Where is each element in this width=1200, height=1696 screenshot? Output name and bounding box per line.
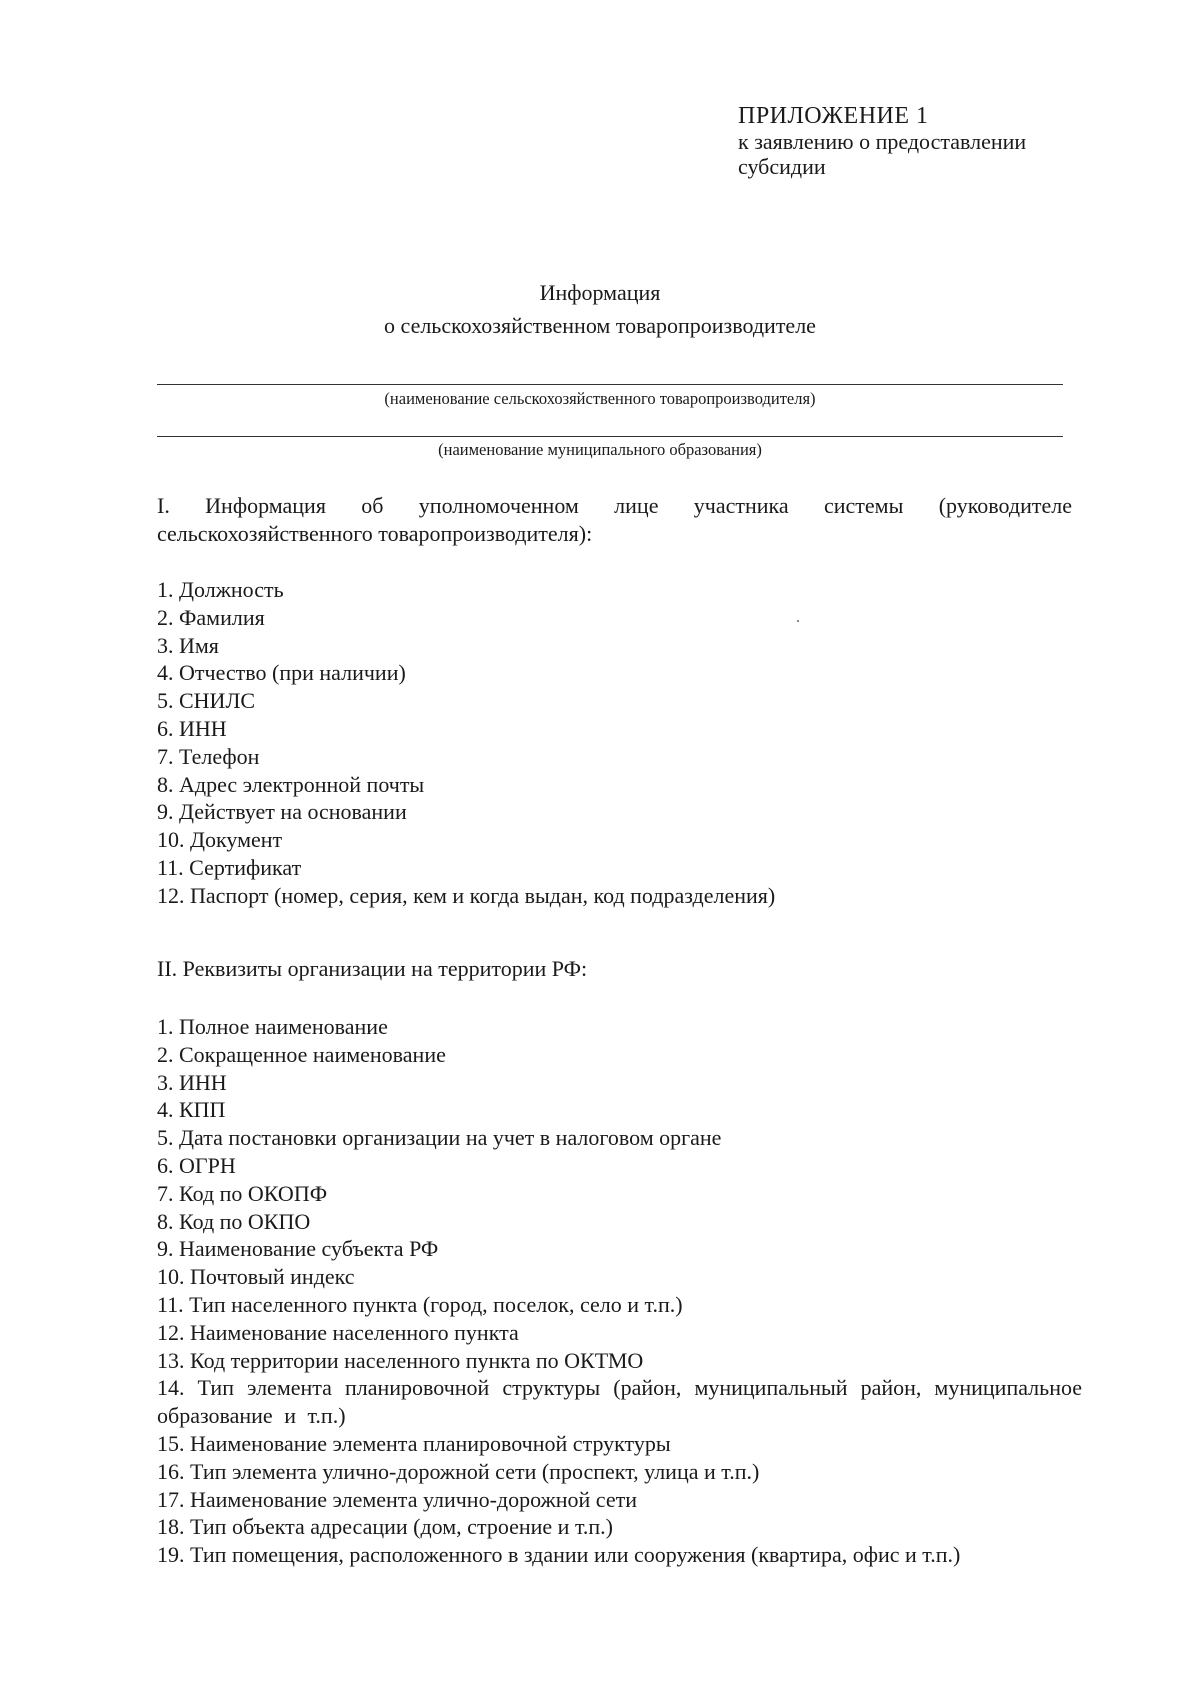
municipality-name-line: [157, 436, 1063, 437]
list-item: 10. Почтовый индекс: [157, 1264, 355, 1290]
list-item: 5. СНИЛС: [157, 688, 256, 714]
list-item: 5. Дата постановки организации на учет в налоговом органе: [157, 1125, 722, 1151]
list-item: 9. Действует на основании: [157, 799, 407, 825]
list-item: 16. Тип элемента улично-дорожной сети (проспект, улица и т.п.): [157, 1458, 760, 1484]
list-item: 8. Код по ОКПО: [157, 1208, 311, 1234]
list-item: 4. Отчество (при наличии): [157, 660, 406, 686]
list-item: 11. Сертификат: [157, 854, 302, 880]
list-item: 3. Имя: [157, 632, 219, 658]
list-item: 14. Тип элемента планировочной структуры (район, муниципальный район, муниципальное образование и т.п.): [157, 1375, 1082, 1429]
list-item: 9. Наименование субъекта РФ: [157, 1236, 439, 1262]
list-item: 17. Наименование элемента улично-дорожной сети: [157, 1486, 637, 1512]
list-item: 18. Тип объекта адресации (дом, строение и т.п.): [157, 1514, 614, 1540]
scan-speck: [797, 620, 799, 622]
appendix-title: ПРИЛОЖЕНИЕ 1: [738, 103, 929, 129]
list-item: 8. Адрес электронной почты: [157, 771, 425, 797]
section-1-list: [157, 576, 1082, 910]
heading-line-1: Информация: [539, 280, 661, 305]
producer-name-caption: (наименование сельскохозяйственного товаропроизводителя): [384, 389, 816, 408]
section-1-title: I. Информация об уполномоченном лице участника системы (руководителе сельскохозяйственного товаропроизводителя):: [157, 493, 1072, 546]
list-item: 12. Паспорт (номер, серия, кем и когда выдан, код подразделения): [157, 882, 776, 908]
list-item: 4. КПП: [157, 1097, 226, 1123]
list-item: 3. ИНН: [157, 1069, 227, 1095]
list-item: 13. Код территории населенного пункта по ОКТМО: [157, 1347, 644, 1373]
list-item: 2. Сокращенное наименование: [157, 1041, 446, 1067]
list-item: 7. Код по ОКОПФ: [157, 1180, 328, 1206]
appendix-line-2: к заявлению о предоставлении: [738, 129, 1027, 154]
section-2-list: [157, 1013, 1082, 1569]
list-item: 15. Наименование элемента планировочной структуры: [157, 1430, 671, 1456]
list-item: 7. Телефон: [157, 743, 260, 769]
list-item: 2. Фамилия: [157, 604, 265, 630]
list-item: 1. Должность: [157, 577, 284, 602]
appendix-line-3: субсидии: [738, 154, 826, 179]
list-item: 12. Наименование населенного пункта: [157, 1319, 519, 1345]
list-item: 11. Тип населенного пункта (город, поселок, село и т.п.): [157, 1291, 683, 1317]
document-heading: [0, 276, 1200, 342]
list-item: 19. Тип помещения, расположенного в здании или сооружения (квартира, офис и т.п.): [157, 1542, 961, 1568]
heading-line-2: о сельскохозяйственном товаропроизводителе: [384, 313, 816, 338]
municipality-name-caption: (наименование муниципального образования): [438, 440, 762, 459]
list-item: 6. ОГРН: [157, 1152, 236, 1178]
list-item: 10. Документ: [157, 827, 283, 853]
appendix-header: [738, 104, 1026, 179]
list-item: 1. Полное наименование: [157, 1014, 388, 1039]
list-item: 6. ИНН: [157, 715, 227, 741]
producer-name-line: [157, 384, 1063, 385]
section-2-title: II. Реквизиты организации на территории РФ:: [157, 956, 588, 981]
